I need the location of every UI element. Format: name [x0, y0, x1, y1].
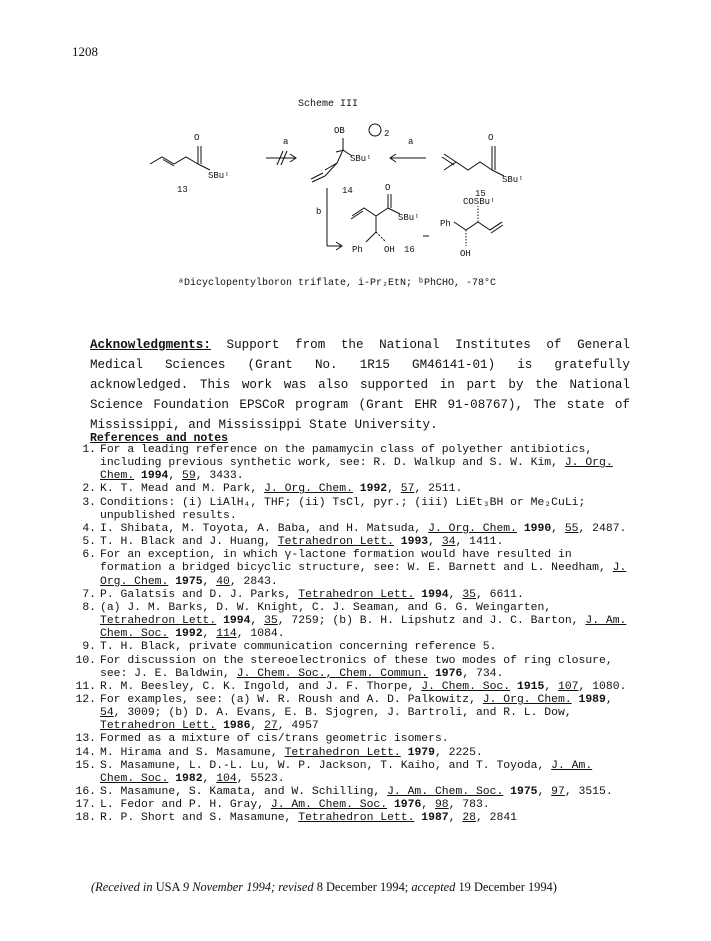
reference-journal: J. Chem. Soc.	[421, 680, 511, 693]
reference-text: ,	[428, 536, 442, 549]
reference-text: R. P. Short and S. Masamune,	[100, 812, 299, 825]
c17-phenyl-label: Ph	[440, 219, 451, 229]
reference-text: , 3515.	[564, 786, 613, 799]
reference-text: , 3009; (b) D. A. Evans, E. B. Sjogren, J. Bartroli, and R. L. Dow,	[113, 707, 572, 720]
reference-item	[72, 694, 632, 733]
reference-year: 1976	[434, 667, 463, 680]
reference-text: , 1411.	[455, 536, 504, 549]
reference-text: S. Masamune, S. Kamata, and W. Schilling,	[100, 786, 388, 799]
reference-journal: J. Chem. Soc., Chem. Commun.	[236, 667, 429, 680]
reference-journal: 28	[462, 812, 476, 825]
reference-journal: J. Org. Chem.	[428, 522, 517, 535]
reference-text	[353, 483, 360, 495]
reference-text: ,	[544, 680, 559, 693]
reference-journal: J. Am. Chem. Soc.	[100, 615, 627, 641]
reference-text	[572, 694, 579, 706]
reference-text: ,	[551, 522, 565, 535]
reference-text: , 783.	[448, 799, 490, 812]
reference-year: 1975	[510, 786, 538, 799]
scheme-drawing	[120, 118, 550, 268]
reference-text: For an exception, in which γ-lactone formation would have resulted in formation a bridged bicyclic structure, see: W. E. Barnett and L. Needham,	[100, 549, 613, 575]
reference-text: ,	[448, 812, 463, 825]
acknowledgments-heading: Acknowledgments:	[90, 337, 211, 352]
reference-item	[72, 786, 632, 799]
reference-item	[72, 589, 632, 602]
reference-text: ,	[387, 483, 401, 496]
reference-item	[72, 523, 632, 536]
reference-journal: Tetrahedron Lett.	[284, 746, 401, 759]
reference-number: 8.	[82, 601, 96, 614]
reference-text: (a) J. M. Barks, D. W. Knight, C. J. Seaman, and G. G. Weingarten,	[100, 601, 552, 614]
acknowledgments-text: Support from the National Institutes of General Medical Sciences (Grant No. 1R15 GM46141-01) is gratefully acknowledged. This work was also supported in part by the National Science Foundation EPSCoR program (Grant EHR 91-08767), The state of Mississippi, and Mississippi State University.	[90, 337, 630, 432]
scheme-title: Scheme III	[298, 99, 359, 110]
reference-text: , 7259; (b) B. H. Lipshutz and J. C. Barton,	[277, 615, 586, 628]
reference-text	[387, 799, 394, 811]
arrow-b-label: b	[316, 207, 322, 217]
reference-text	[394, 536, 401, 548]
reference-text	[401, 747, 408, 759]
reference-journal: 35	[264, 615, 278, 628]
reference-number: 4.	[82, 522, 96, 535]
reference-year: 1992	[359, 483, 388, 496]
reference-number: 5.	[82, 536, 96, 549]
reference-year: 1989	[578, 693, 606, 706]
reference-journal: Tetrahedron Lett.	[100, 720, 217, 733]
c13-oxygen-label: O	[194, 133, 200, 143]
reference-number: 1.	[82, 444, 96, 456]
reference-number: 17.	[75, 799, 96, 812]
arrow-15-to-14	[390, 154, 426, 162]
reference-year: 1990	[523, 522, 552, 535]
arrow-a1-label: a	[283, 137, 289, 147]
reference-item	[72, 812, 632, 825]
reference-journal: 54	[100, 707, 114, 720]
reference-text: , 2487.	[578, 522, 627, 535]
reference-text: ,	[537, 786, 552, 799]
received-date: 9 November 1994;	[182, 880, 276, 894]
reference-year: 1992	[175, 628, 203, 641]
reference-year: 1994	[223, 615, 251, 628]
reference-text: ,	[168, 470, 183, 483]
reference-number: 15.	[75, 759, 96, 772]
compound-17-structure	[454, 206, 503, 246]
reference-journal: Tetrahedron Lett.	[277, 536, 394, 549]
received-line	[91, 880, 557, 895]
reference-text	[428, 668, 435, 680]
c16-phenyl-label: Ph	[352, 245, 363, 255]
references-heading: References and notes	[90, 432, 229, 445]
reference-year: 1993	[400, 536, 429, 549]
reference-number: 6.	[82, 549, 96, 562]
reference-text: M. Hirama and S. Masamune,	[100, 746, 285, 759]
reference-text: , 5523.	[236, 772, 285, 785]
reference-year: 1994	[141, 470, 169, 483]
reference-number: 10.	[75, 654, 96, 667]
reference-item	[72, 641, 632, 654]
reference-journal: 55	[564, 522, 579, 535]
reference-number: 9.	[82, 641, 96, 654]
reference-text: T. H. Black, private communication concerning reference 5.	[100, 641, 497, 654]
reference-item	[72, 444, 632, 483]
reference-item	[72, 549, 632, 588]
scheme-footnote: ᵃDicyclopentylboron triflate, i-Pr₂EtN; ᵇPhCHO, -78°C	[178, 278, 497, 289]
reference-text: , 6611.	[475, 588, 524, 601]
reference-number: 11.	[75, 680, 96, 693]
c16-oxygen-label: O	[385, 183, 391, 193]
reference-journal: J. Am. Chem. Soc.	[100, 759, 593, 785]
references-list	[72, 444, 632, 826]
reference-journal: J. Org. Chem.	[100, 457, 613, 483]
reference-text: , 1084.	[236, 628, 285, 641]
reference-year: 1994	[421, 588, 449, 601]
reference-text	[510, 681, 517, 693]
reference-number: 18.	[75, 812, 96, 825]
reference-item	[72, 681, 632, 694]
reference-year: 1982	[175, 772, 203, 785]
reference-number: 16.	[75, 786, 96, 799]
reference-journal: 35	[462, 588, 476, 601]
received-country: USA	[155, 880, 180, 894]
reference-text: I. Shibata, M. Toyota, A. Baba, and H. Matsuda,	[100, 522, 429, 535]
reference-year: 1976	[393, 799, 422, 812]
reference-journal: 97	[551, 786, 565, 799]
reference-text: , 734.	[462, 667, 504, 680]
reference-journal: J. Org. Chem.	[264, 483, 353, 496]
reference-item	[72, 655, 632, 681]
reference-journal: Tetrahedron Lett.	[298, 588, 415, 601]
reference-year: 1987	[421, 812, 449, 825]
reference-text: , 3433.	[195, 470, 244, 483]
reference-year: 1975	[175, 575, 203, 588]
accepted-label: accepted	[411, 880, 456, 894]
reference-number: 2.	[82, 483, 96, 496]
reference-year: 1915	[517, 680, 545, 693]
reference-journal: Tetrahedron Lett.	[298, 812, 415, 825]
reference-text: , 2225.	[434, 746, 483, 759]
reference-journal: 114	[216, 628, 237, 641]
reference-text: , 4957	[277, 720, 319, 733]
reference-text	[517, 523, 524, 535]
compound-15-structure	[442, 146, 504, 176]
reference-year: 1979	[407, 746, 435, 759]
reference-text: For a leading reference on the pamamycin class of polyether antibiotics, including previous synthetic work, see: R. D. Walkup and S. W. Kim,	[100, 444, 593, 470]
reference-item	[72, 760, 632, 786]
revised-label: revised	[278, 880, 314, 894]
reference-journal: 34	[441, 536, 456, 549]
c14-boron-label: OB	[334, 126, 345, 136]
reference-journal: J. Am. Chem. Soc.	[387, 786, 504, 799]
reference-journal: 98	[434, 799, 449, 812]
c14-compound-number: 14	[342, 186, 353, 196]
c16-compound-number: 16	[404, 245, 415, 255]
reference-text: L. Fedor and P. H. Gray,	[100, 799, 271, 812]
compound-14-structure	[311, 124, 381, 182]
reference-text: , 1080.	[578, 680, 627, 693]
c15-sbu-label: SBuᵗ	[502, 175, 524, 185]
reference-item	[72, 602, 632, 641]
reference-text: , 2841	[475, 812, 517, 825]
c14-sbu-label: SBuᵗ	[350, 154, 372, 164]
reference-journal: 59	[182, 470, 196, 483]
compound-16-structure	[351, 194, 400, 242]
c16-sbu-label: SBuᵗ	[398, 213, 420, 223]
c13-compound-number: 13	[177, 185, 188, 195]
blocked-arrow	[266, 151, 296, 165]
reference-text: ,	[448, 588, 463, 601]
reference-item	[72, 733, 632, 746]
c15-compound-number: 15	[475, 189, 486, 199]
c14-subscript: 2	[384, 129, 390, 139]
reaction-scheme	[120, 118, 550, 273]
reference-text: , 2843.	[229, 575, 278, 588]
reference-text: Conditions: (i) LiAlH₄, THF; (ii) TsCl, pyr.; (iii) LiEt₃BH or Me₂CuLi; unpublished results.	[100, 496, 586, 522]
reference-text: ,	[202, 772, 217, 785]
page-number: 1208	[72, 44, 98, 59]
reference-text: R. M. Beesley, C. K. Ingold, and J. F. Thorpe,	[100, 680, 422, 693]
c17-thioester-label: COSBuᵗ	[463, 197, 496, 207]
reference-text: , 2511.	[414, 483, 463, 496]
reference-number: 14.	[75, 746, 96, 759]
arrow-a2-label: a	[408, 137, 414, 147]
c13-sbu-label: SBuᵗ	[208, 171, 230, 181]
acknowledgments-paragraph	[90, 335, 630, 435]
accepted-date: 19 December 1994)	[458, 880, 557, 894]
revised-date: 8 December 1994;	[316, 880, 409, 894]
reference-journal: J. Org. Chem.	[100, 562, 627, 588]
reference-journal: Tetrahedron Lett.	[100, 615, 217, 628]
reference-number: 7.	[82, 588, 96, 601]
reference-text: K. T. Mead and M. Park,	[100, 483, 265, 496]
reference-number: 13.	[75, 733, 96, 746]
reference-text: For discussion on the stereoelectronics of these two modes of ring closure, see: J. E. Baldwin,	[100, 654, 613, 680]
reference-text: ,	[605, 693, 613, 706]
reference-item	[72, 799, 632, 812]
reference-journal: 104	[216, 772, 237, 785]
reference-text: ,	[250, 720, 265, 733]
reference-text	[134, 470, 141, 482]
received-prefix: (Received in	[91, 880, 153, 894]
reference-item	[72, 497, 632, 523]
reference-item	[72, 747, 632, 760]
reference-journal: 27	[264, 720, 278, 733]
reference-journal: 107	[558, 680, 579, 693]
reference-number: 3.	[82, 496, 96, 509]
reference-text: Formed as a mixture of cis/trans geometric isomers.	[100, 733, 449, 746]
reference-number: 12.	[75, 693, 96, 706]
reference-text: P. Galatsis and D. J. Parks,	[100, 588, 299, 601]
reference-journal: 57	[400, 483, 415, 496]
reference-year: 1986	[223, 720, 251, 733]
reference-item	[72, 483, 632, 496]
reference-text: S. Masamune, L. D.-L. Lu, W. P. Jackson, T. Kaiho, and T. Toyoda,	[100, 759, 552, 772]
reference-text: ,	[202, 575, 217, 588]
reference-text: ,	[202, 628, 217, 641]
reference-text: ,	[250, 615, 265, 628]
arrow-b	[327, 188, 342, 250]
reference-journal: 40	[216, 575, 230, 588]
reference-journal: J. Am. Chem. Soc.	[270, 799, 388, 812]
c17-hydroxyl-label: OH	[460, 249, 471, 259]
c16-hydroxyl-label: OH	[384, 245, 395, 255]
compound-13-structure	[150, 146, 210, 170]
reference-journal: J. Org. Chem.	[482, 693, 572, 706]
reference-text: For examples, see: (a) W. R. Roush and A. D. Palkowitz,	[100, 693, 483, 706]
reference-item	[72, 536, 632, 549]
reference-text: ,	[421, 799, 435, 812]
reference-text: T. H. Black and J. Huang,	[100, 536, 278, 549]
c15-oxygen-label: O	[488, 133, 494, 143]
